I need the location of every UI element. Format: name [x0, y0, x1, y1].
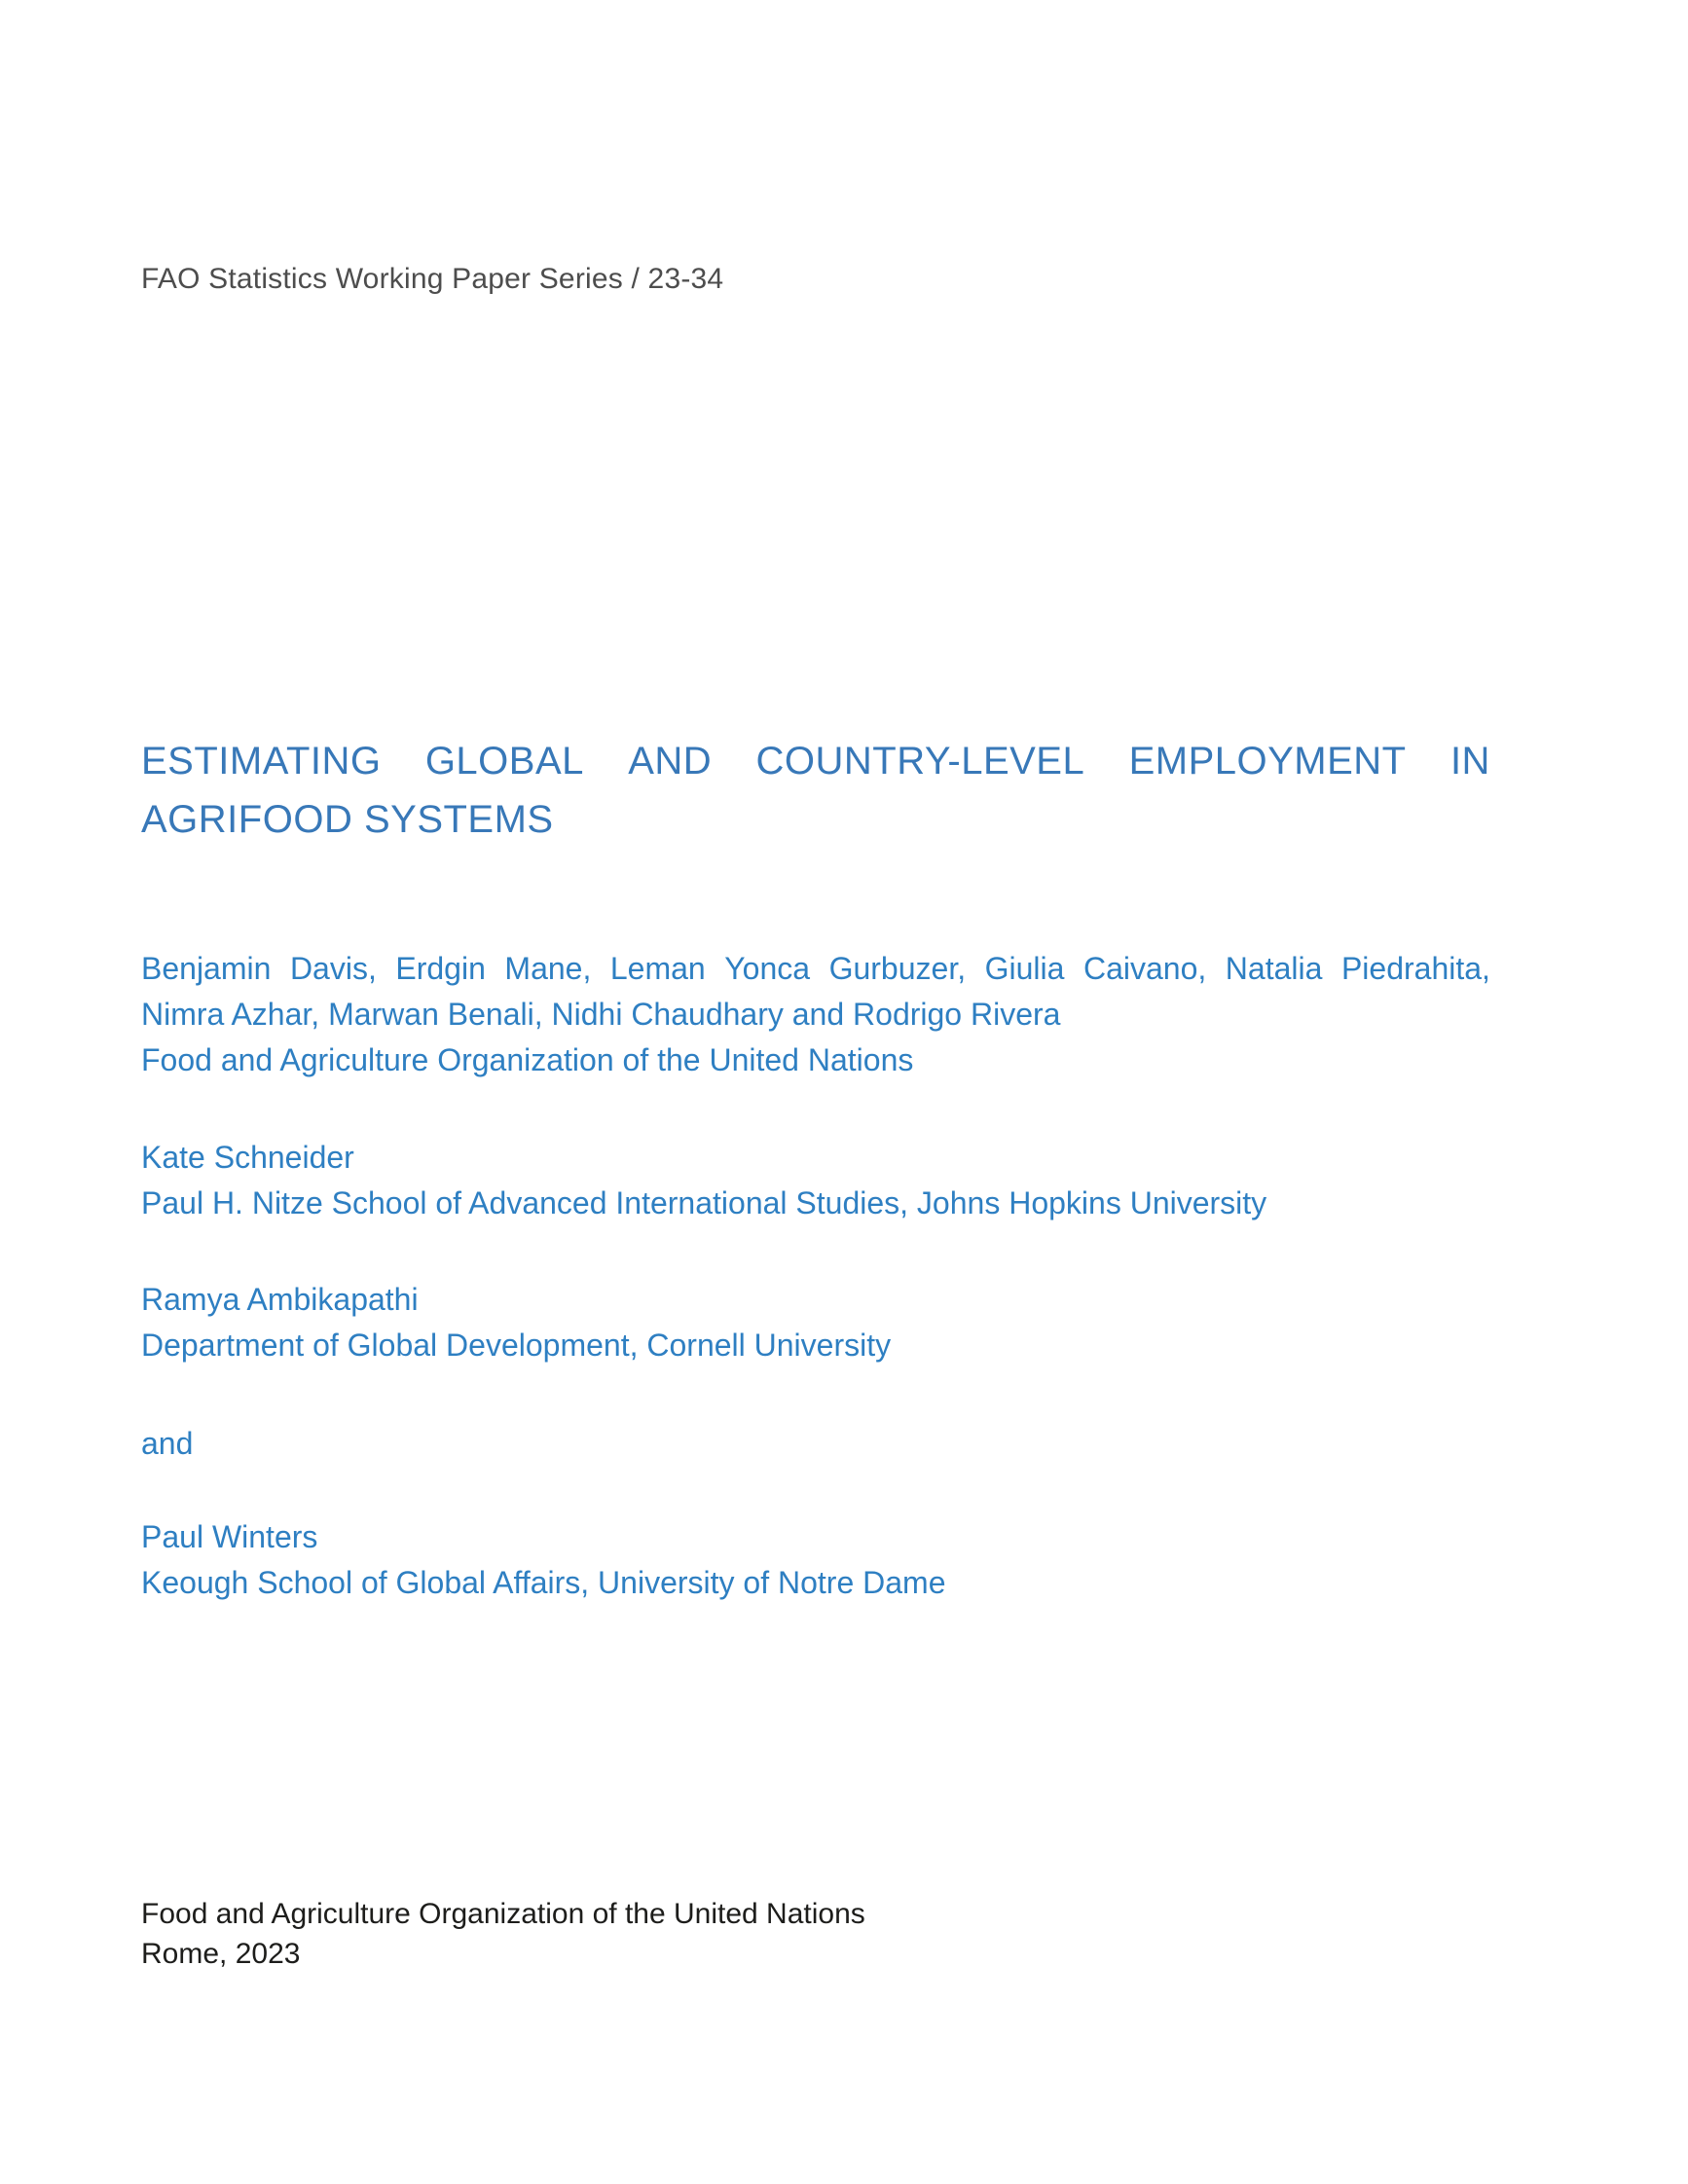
author-group-schneider	[141, 1135, 1490, 1226]
author-name: Paul Winters	[141, 1519, 318, 1554]
author-group-ambikapathi	[141, 1277, 1490, 1368]
imprint-place-year: Rome, 2023	[141, 1938, 301, 1970]
author-group-winters	[141, 1514, 1490, 1606]
series-header: FAO Statistics Working Paper Series / 23-34	[141, 263, 724, 295]
author-name: Kate Schneider	[141, 1140, 354, 1175]
author-connector-word: and	[141, 1426, 194, 1461]
paper-title	[141, 732, 1490, 849]
author-names-line-2: Nimra Azhar, Marwan Benali, Nidhi Chaudhary and Rodrigo Rivera	[141, 997, 1061, 1032]
paper-title-line-2: AGRIFOOD SYSTEMS	[141, 798, 554, 841]
author-group-fao	[141, 946, 1490, 1083]
author-names-line-1: Benjamin Davis, Erdgin Mane, Leman Yonca Gurbuzer, Giulia Caivano, Natalia Piedrahita,	[141, 951, 1490, 986]
author-affiliation: Paul H. Nitze School of Advanced International Studies, Johns Hopkins University	[141, 1185, 1267, 1220]
author-name: Ramya Ambikapathi	[141, 1282, 419, 1317]
imprint	[141, 1894, 1490, 1974]
paper-title-line-1: ESTIMATING GLOBAL AND COUNTRY-LEVEL EMPLOYMENT IN	[141, 740, 1490, 783]
author-affiliation: Food and Agriculture Organization of the United Nations	[141, 1042, 914, 1077]
author-affiliation: Keough School of Global Affairs, University of Notre Dame	[141, 1565, 946, 1600]
imprint-publisher: Food and Agriculture Organization of the United Nations	[141, 1898, 865, 1930]
author-affiliation: Department of Global Development, Cornell University	[141, 1328, 892, 1363]
